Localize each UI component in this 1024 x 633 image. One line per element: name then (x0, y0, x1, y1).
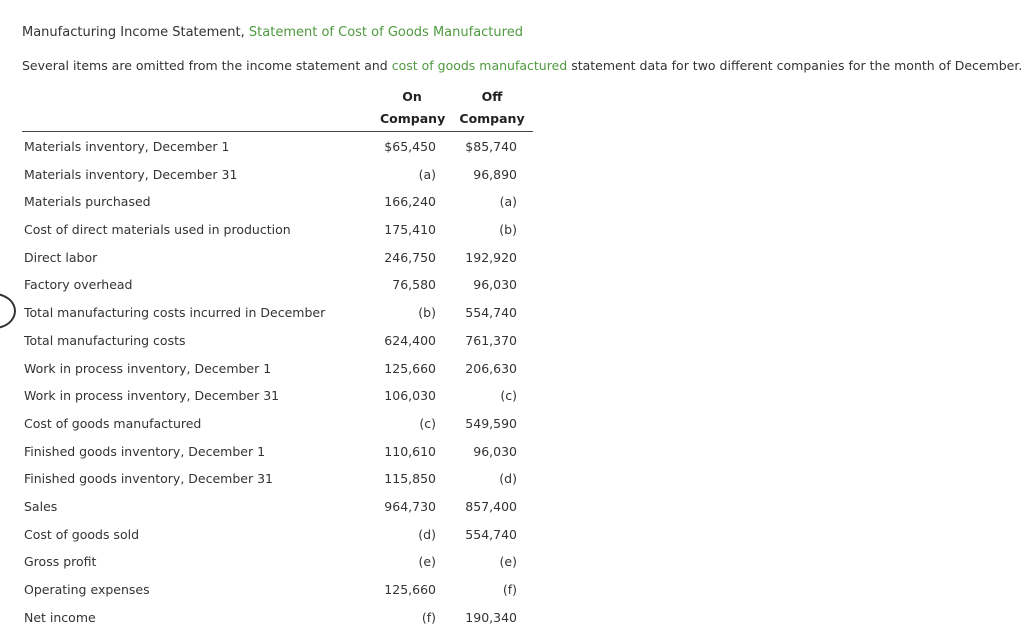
row-label: Work in process inventory, December 31 (24, 388, 280, 404)
on-company-value: (c) (419, 415, 436, 431)
off-company-value: 549,590 (465, 415, 517, 431)
intro-before: Several items are omitted from the income statement and (22, 58, 392, 73)
on-company-value: 106,030 (384, 388, 436, 404)
off-company-value: 554,740 (465, 526, 517, 542)
row-label: Total manufacturing costs incurred in December (24, 305, 326, 321)
off-company-value: (f) (502, 582, 517, 597)
row-label: Sales (24, 498, 58, 514)
row-label: Cost of direct materials used in production (24, 222, 291, 238)
header-rule (22, 131, 533, 132)
row-label: Factory overhead (24, 277, 133, 293)
on-company-value: 624,400 (384, 332, 436, 348)
col-header-on-line1: On (402, 89, 422, 104)
col-header-off-line2: Company (459, 111, 525, 126)
row-label: Materials inventory, December 1 (24, 139, 230, 154)
off-company-value: 192,920 (465, 249, 517, 265)
table-row (22, 548, 533, 576)
on-company-value: (e) (418, 554, 436, 570)
cursor-ring-icon (0, 293, 16, 329)
on-company-value: 125,660 (384, 360, 436, 376)
row-label: Direct labor (24, 249, 98, 265)
on-company-value: 175,410 (384, 222, 436, 238)
off-company-value: (d) (499, 471, 517, 487)
on-company-value: 964,730 (384, 498, 436, 514)
row-label: Cost of goods sold (24, 526, 140, 542)
table-row (22, 465, 533, 493)
off-company-value: 761,370 (465, 332, 517, 348)
table-row (22, 576, 533, 604)
table-row (22, 299, 533, 327)
off-company-value: 96,030 (473, 443, 517, 459)
table-row (22, 216, 533, 244)
on-company-value: 125,660 (384, 582, 436, 597)
title-prefix: Manufacturing Income Statement, (22, 25, 249, 40)
on-company-value: 110,610 (384, 443, 436, 459)
table-row (22, 604, 533, 632)
off-company-value: 206,630 (465, 360, 517, 376)
table-row (22, 355, 533, 383)
off-company-value: (a) (499, 194, 517, 210)
table-row (22, 161, 533, 189)
table-row (22, 493, 533, 521)
table-row (22, 438, 533, 466)
on-company-value: 115,850 (384, 471, 436, 487)
off-company-value: (b) (499, 222, 517, 238)
off-company-value: 96,030 (473, 277, 517, 293)
on-company-value: 166,240 (384, 194, 436, 210)
row-label: Total manufacturing costs (24, 332, 186, 348)
row-label: Operating expenses (24, 582, 150, 597)
cogm-link[interactable]: cost of goods manufactured (391, 58, 568, 73)
on-company-value: (b) (418, 305, 436, 321)
off-company-value: 96,890 (473, 166, 517, 182)
table-row (22, 244, 533, 272)
off-company-value: (e) (499, 554, 517, 570)
on-company-value: (a) (418, 166, 436, 182)
row-label: Materials inventory, December 31 (24, 166, 238, 182)
table-row (22, 188, 533, 216)
page-title (22, 25, 523, 40)
row-label: Finished goods inventory, December 1 (24, 443, 266, 459)
col-header-off-line1: Off (481, 89, 503, 104)
on-company-value: 76,580 (392, 277, 436, 293)
off-company-value: $85,740 (465, 139, 517, 154)
on-company-value: 246,750 (384, 249, 436, 265)
table-row (22, 382, 533, 410)
intro-after: statement data for two different companies for the month of December. (567, 58, 1023, 73)
row-label: Net income (24, 609, 96, 625)
off-company-value: 554,740 (465, 305, 517, 321)
statement-table (22, 133, 533, 631)
table-row (22, 271, 533, 299)
table-row (22, 521, 533, 549)
on-company-value: (d) (418, 526, 436, 542)
row-label: Materials purchased (24, 194, 151, 210)
off-company-value: 857,400 (465, 498, 517, 514)
table-row (22, 410, 533, 438)
row-label: Finished goods inventory, December 31 (24, 471, 273, 487)
on-company-value: $65,450 (384, 139, 436, 154)
row-label: Work in process inventory, December 1 (24, 360, 272, 376)
col-header-on-line2: Company (380, 111, 446, 126)
row-label: Gross profit (24, 554, 97, 570)
on-company-value: (f) (421, 609, 436, 625)
table-row (22, 327, 533, 355)
row-label: Cost of goods manufactured (24, 415, 202, 431)
table-row (22, 133, 533, 161)
off-company-value: (c) (500, 388, 517, 404)
intro-text (22, 58, 1022, 73)
off-company-value: 190,340 (465, 609, 517, 625)
statement-cogm-link[interactable]: Statement of Cost of Goods Manufactured (248, 25, 523, 40)
